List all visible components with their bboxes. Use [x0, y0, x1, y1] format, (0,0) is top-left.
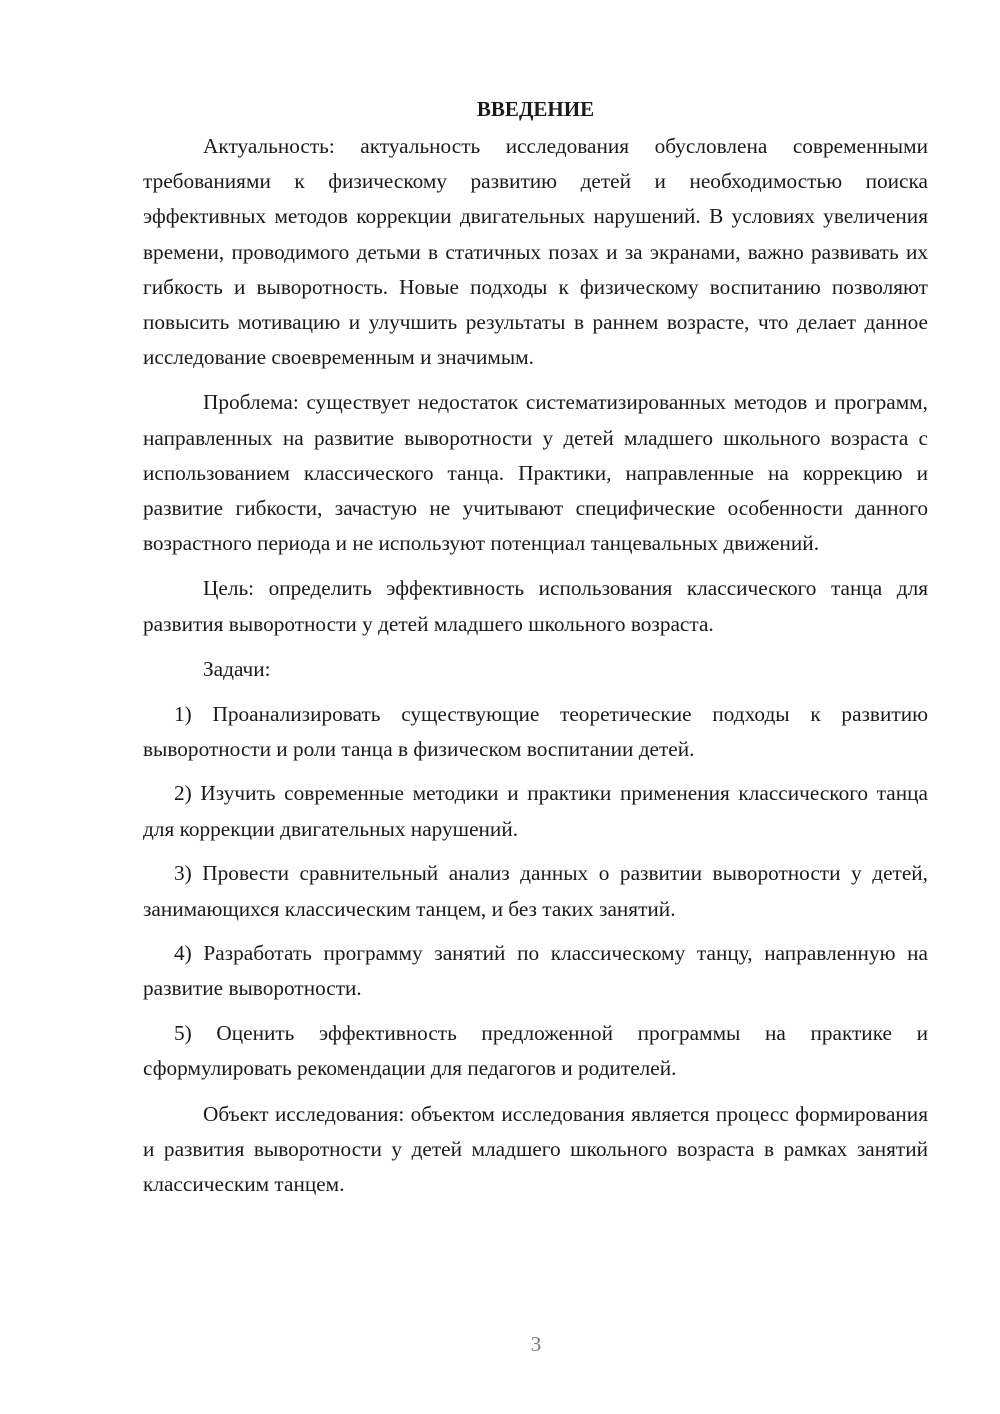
- paragraph-goal: Цель: определить эффективность использования классического танца для развития выворотности у детей младшего школьного возраста.: [143, 576, 928, 636]
- document-page: [143, 92, 928, 1202]
- task-item-3: 3) Провести сравнительный анализ данных о развитии выворотности у детей, занимающихся классическим танцем, и без таких занятий.: [143, 861, 928, 921]
- task-item-1: 1) Проанализировать существующие теоретические подходы к развитию выворотности и роли танца в физическом воспитании детей.: [143, 701, 928, 761]
- paragraph-relevance: Актуальность: актуальность исследования обусловлена современными требованиями к физическому развитию детей и необходимостью поиска эффективных методов коррекции двигательных нарушений. В условиях увеличения времени, проводимого детьми в статичных позах и за экранами, важно развивать их гибкость и выворотность. Новые подходы к физическому воспитанию позволяют повысить мотивацию и улучшить результаты в раннем возрасте, что делает данное исследование своевременным и значимым.: [143, 134, 928, 370]
- task-item-2: 2) Изучить современные методики и практики применения классического танца для коррекции двигательных нарушений.: [143, 781, 928, 841]
- paragraph-problem: Проблема: существует недостаток систематизированных методов и программ, направленных на развитие выворотности у детей младшего школьного возраста с использованием классического танца. Практики, направленные на коррекцию и развитие гибкости, зачастую не учитывают специфические особенности данного возрастного периода и не используют потенциал танцевальных движений.: [143, 390, 928, 556]
- page-number: 3: [530, 1332, 542, 1356]
- paragraph-object: Объект исследования: объектом исследования является процесс формирования и развития выворотности у детей младшего школьного возраста в рамках занятий классическим танцем.: [143, 1101, 928, 1196]
- task-item-4: 4) Разработать программу занятий по классическому танцу, направленную на развитие выворотности.: [143, 941, 928, 1001]
- tasks-heading: Задачи:: [203, 656, 271, 681]
- task-item-5: 5) Оценить эффективность предложенной программы на практике и сформулировать рекомендации для педагогов и родителей.: [143, 1021, 928, 1081]
- section-title: ВВЕДЕНИЕ: [476, 97, 595, 121]
